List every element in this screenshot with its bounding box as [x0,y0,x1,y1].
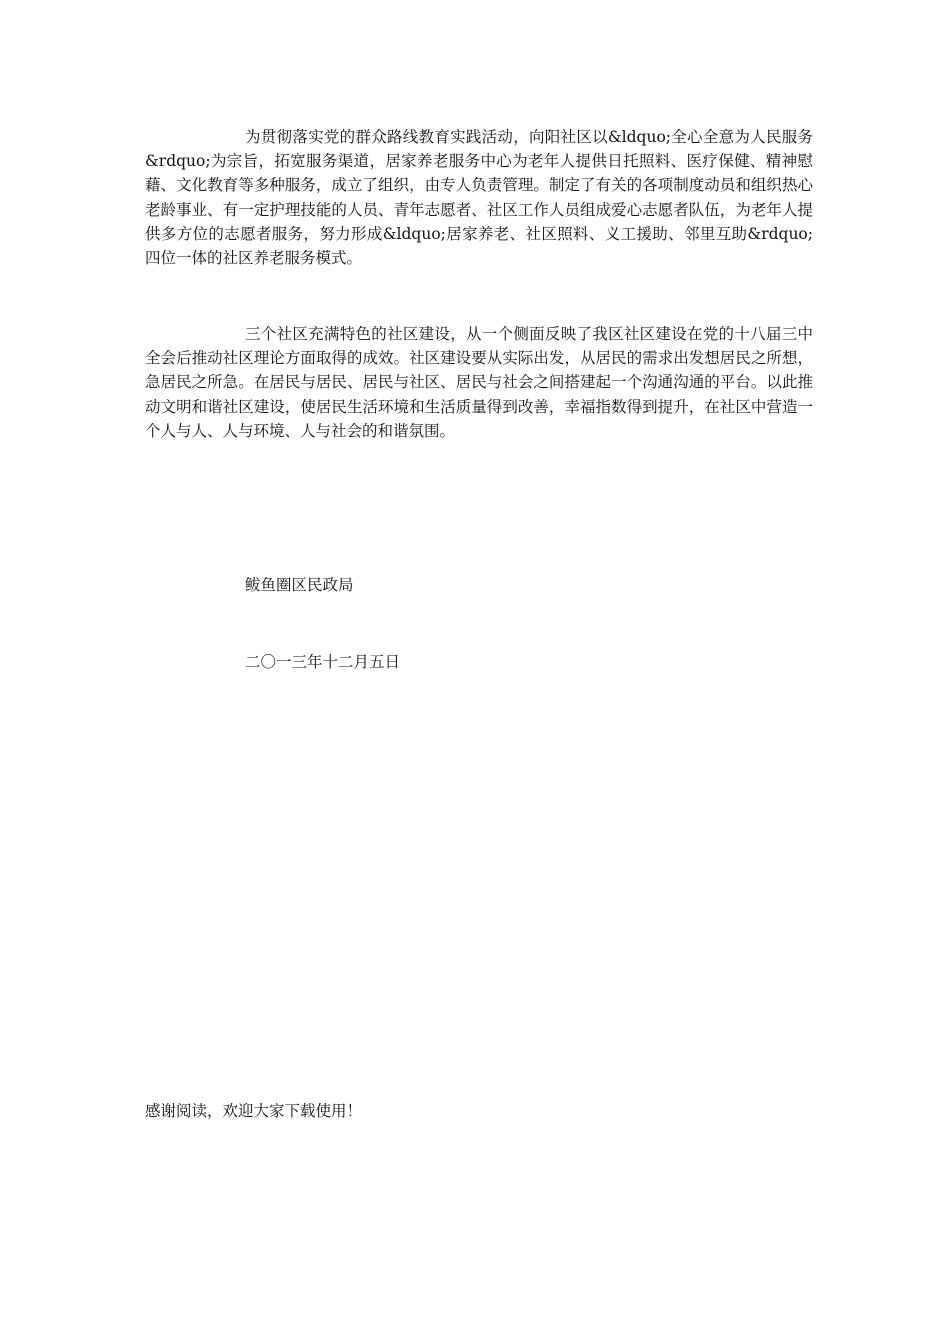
footer-note: 感谢阅读，欢迎大家下载使用！ [145,1102,363,1120]
signature-organization: 鲅鱼圈区民政局 [245,576,354,594]
body-paragraph-1: 为贯彻落实党的群众路线教育实践活动，向阳社区以&ldquo;全心全意为人民服务&rdquo;为宗旨，拓宽服务渠道，居家养老服务中心为老年人提供日托照料、医疗保健、精神慰藉、文化教育等多种服务，成立了组织，由专人负责管理。制定了有关的各项制度动员和组织热心老龄事业、有一定护理技能的人员、青年志愿者、社区工作人员组成爱心志愿者队伍，为老年人提供多方位的志愿者服务，努力形成&ldquo;居家养老、社区照料、义工援助、邻里互助&rdquo;四位一体的社区养老服务模式。 [145,128,813,268]
body-paragraph-2: 三个社区充满特色的社区建设，从一个侧面反映了我区社区建设在党的十八届三中全会后推动社区理论方面取得的成效。社区建设要从实际出发，从居民的需求出发想居民之所想，急居民之所急。在居民与居民、居民与社区、居民与社会之间搭建起一个沟通沟通的平台。以此推动文明和谐社区建设，使居民生活环境和生活质量得到改善，幸福指数得到提升，在社区中营造一个人与人、人与环境、人与社会的和谐氛围。 [145,325,813,440]
signature-date: 二〇一三年十二月五日 [245,653,401,671]
